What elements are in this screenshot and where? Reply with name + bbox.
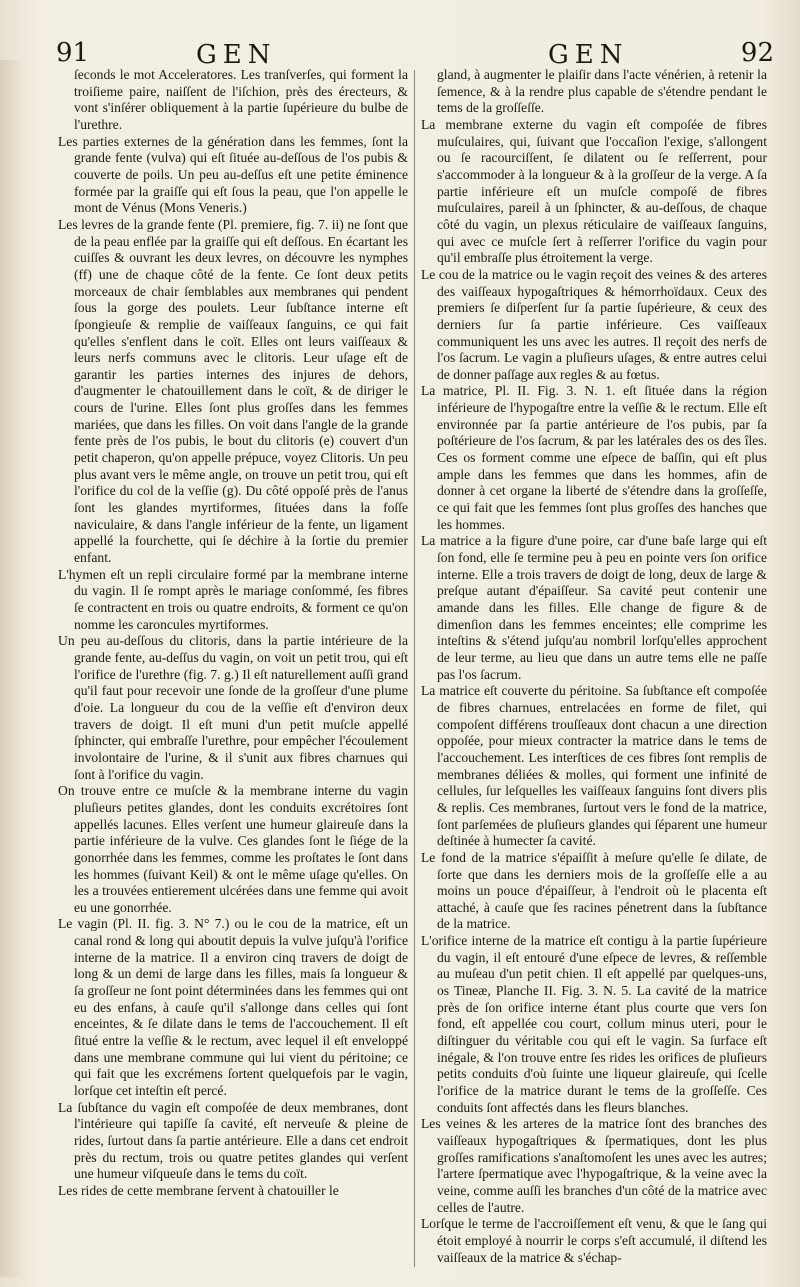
paragraph: Le vagin (Pl. II. fig. 3. N° 7.) ou le cou de la matrice, eſt un canal rond & long qui aboutit depuis la vulve juſqu'à l'orifice interne de la matrice. Il a environ cinq travers de doigt de long & un demi de large dans les filles, mais ſa longueur & ſa groſſeur ne ſont point déterminées dans les femmes qui ont eu des enfans, à cauſe qu'il s'allonge dans celles qui ſont enceintes, & ſe dilate dans le tems de l'accouchement. Il eſt ſitué entre la veſſie & le rectum, avec lequel il eſt enveloppé dans une membrane commune qui lui vient du péritoine; ce qui fait que les excrémens ſortent quelquefois par le vagin, lorſque cet inteſtin eſt percé. bbox=[58, 916, 408, 1099]
left-running-head: GEN bbox=[196, 40, 277, 70]
paragraph: Les levres de la grande fente (Pl. premiere, fig. 7. ii) ne ſont que de la peau enflée par la graiſſe qui eſt deſſous. En écartant les cuiſſes & ouvrant les deux levres, on découvre les nymphes (ff) une de chaque côté de la fente. Ce ſont deux petits morceaux de chair ſemblables aux membranes qui pendent ſous la gorge des poulets. Leur ſubſtance interne eſt ſpongieuſe & remplie de vaiſſeaux ſanguins, ce qui fait qu'elles s'enflent dans le coït. Elles ont leurs vaiſſeaux & leurs nerfs communs avec le clitoris. Leur uſage eſt de garantir les parties internes des injures de dehors, d'augmenter le chatouillement dans le coït, & de diriger le cours de l'urine. Elles ſont plus groſſes dans les femmes mariées, que dans les filles. On voit dans l'angle de la grande fente près de l'os pubis, le bout du clitoris (e) couvert d'un petit chaperon, qu'on appelle prépuce, voyez Clitoris. Un peu plus avant vers le même angle, on trouve un petit trou, qui eſt l'orifice du col de la veſſie (g). Du côté oppoſé près de l'anus ſont les glandes myrtiformes, ſituées dans la foſſe naviculaire, & dans l'angle inférieur de la fente, un ligament appellé la fourchette, qui ſe déchire à la ſortie du premier enfant. bbox=[58, 216, 408, 566]
paragraph: L'hymen eſt un repli circulaire formé par la membrane interne du vagin. Il ſe rompt après le mariage conſommé, ſes fibres ſe contractent en trois ou quatre endroits, & forment ce qu'on nomme les caroncules myrtiformes. bbox=[58, 566, 408, 632]
paragraph: La matrice, Pl. II. Fig. 3. N. 1. eſt ſituée dans la région inférieure de l'hypogaſtre entre la veſſie & le rectum. Elle eſt environnée par ſa partie antérieure de l'os pubis, par ſa poſtérieure de l'os ſacrum, & par les latérales des os des îles. Ces os forment comme une eſpece de baſſin, qui eſt plus ample dans les femmes que dans les hommes, afin de donner à cet organe la liberté de s'étendre dans la groſſeſſe, ce qui fait que les femmes ſont plus groſſes des hanches que les hommes. bbox=[421, 383, 767, 532]
paragraph: L'orifice interne de la matrice eſt contigu à la partie ſupérieure du vagin, il eſt entouré d'une eſpece de levres, & reſſemble au muſeau d'un petit chien. Il eſt appellé par quelques-uns, os Tineæ, Planche II. Fig. 3. N. 5. La cavité de la matrice près de ſon orifice interne étant plus courte que vers ſon fond, eſt appellée cou court, collum minus uteri, pour le diſtinguer du véritable cou qui eſt le vagin. Sa ſurface eſt inégale, & l'on trouve entre ſes rides les orifices de pluſieurs petits conduits d'où ſuinte une liqueur glaireuſe, qui ſcelle l'orifice de la matrice durant le tems de la groſſeſſe. Ces conduits ſont affectés dans les fleurs blanches. bbox=[421, 933, 767, 1115]
paragraph: ſeconds le mot Acceleratores. Les tranſverſes, qui forment la troiſieme paire, naiſſent de l'iſchion, près des érecteurs, & vont s'inſérer obliquement à la partie ſupérieure du bulbe de l'urethre. bbox=[74, 67, 408, 132]
paragraph: Le cou de la matrice ou le vagin reçoit des veines & des arteres des vaiſſeaux hypogaſtriques & hémorrhoïdaux. Ceux des premiers ſe diſperſent ſur ſa partie ſupérieure, & ceux des derniers ſur ſa partie inférieure. Ces vaiſſeaux communiquent les uns avec les autres. Il reçoit des nerfs de l'os ſacrum. Le vagin a pluſieurs uſages, & entre autres celui de donner paſſage aux regles & au fœtus. bbox=[421, 266, 767, 382]
column-divider bbox=[414, 70, 415, 1267]
paragraph: Les rides de cette membrane ſervent à chatouiller le bbox=[58, 1182, 339, 1198]
paragraph: La matrice a la figure d'une poire, car d'une baſe large qui eſt ſon fond, elle ſe termine peu à peu en pointe vers ſon orifice interne. Elle a trois travers de doigt de long, deux de large & preſque autant d'épaiſſeur. Sa cavité peut contenir une amande dans les filles. Elle change de figure & de dimenſion dans les femmes enceintes; elle comprime les inteſtins & s'étend juſqu'au nombril lorſqu'elles approchent de leur terme, au lieu que dans un autre tems elle ne paſſe pas l'os ſacrum. bbox=[421, 533, 767, 682]
left-text-column bbox=[58, 67, 408, 1269]
paragraph: Un peu au-deſſous du clitoris, dans la partie intérieure de la grande fente, au-deſſus du vagin, on voit un petit trou, qui eſt l'orifice de l'urethre (fig. 7. g.) Il eſt naturellement auſſi grand qu'il faut pour recevoir une ſonde de la groſſeur d'une plume d'oie. La longueur du cou de la veſſie eſt d'environ deux travers de doigt. Il eſt muni d'un petit muſcle appellé ſphincter, qui embraſſe l'urethre, pour empêcher l'écoulement involontaire de l'urine, & il s'unit aux fibres charnues qui ſont à l'orifice du vagin. bbox=[58, 633, 408, 782]
page-gutter-shadow bbox=[0, 60, 22, 1277]
paragraph: Lorſque le terme de l'accroiſſement eſt venu, & que le ſang qui étoit employé à nourrir le corps s'eſt accumulé, il diſtend les vaiſſeaux de la matrice & s'échap- bbox=[421, 1216, 767, 1265]
paragraph: Les parties externes de la génération dans les femmes, ſont la grande fente (vulva) qui eſt ſituée au-deſſous de l'os pubis & couverte de poils. Un peu au-deſſus eſt une petite éminence formée par la graiſſe qui eſt ſous la peau, que l'on appelle le mont de Vénus (Mons Veneris.) bbox=[58, 133, 408, 216]
paragraph: gland, à augmenter le plaiſir dans l'acte vénérien, à retenir la ſemence, & à la rendre plus capable de s'étendre pendant le tems de la groſſeſſe. bbox=[437, 67, 767, 116]
paragraph: Le fond de la matrice s'épaiſſit à meſure qu'elle ſe dilate, de ſorte que dans les derniers mois de la groſſeſſe elle a au moins un pouce d'épaiſſeur, à l'endroit où le placenta eſt attaché, à cauſe que ſes racines pénetrent dans la ſubſtance de la matrice. bbox=[421, 849, 767, 932]
paragraph: La matrice eſt couverte du péritoine. Sa ſubſtance eſt compoſée de fibres charnues, entrelacées en forme de filet, qui compoſent différens trouſſeaux dont chacun a une direction oppoſée, pour mieux contracter la matrice dans le tems de l'accouchement. Les interſtices de ces fibres ſont remplis de membranes déliées & molles, qui forment une infinité de cellules, ſur leſquelles les vaiſſeaux ſanguins ſont divers plis & replis. Ces membranes, ſurtout vers le fond de la matrice, ſont parſemées de pluſieurs glandes qui ſéparent une humeur deſtinée à humecter ſa cavité. bbox=[421, 683, 767, 849]
paragraph: On trouve entre ce muſcle & la membrane interne du vagin pluſieurs petites glandes, dont les conduits excrétoires ſont appellés lacunes. Elles verſent une humeur glaireuſe dans la partie inférieure de la vulve. Ces glandes ſont le ſiége de la gonorrhée dans les femmes, comme les proſtates le ſont dans les hommes (ſuivant Keil) & ont le même uſage qu'elles. On les a trouvées entierement ulcérées dans une femme qui avoit eu une gonorrhée. bbox=[58, 783, 408, 915]
paragraph: Les veines & les arteres de la matrice ſont des branches des vaiſſeaux hypogaſtriques & ſpermatiques, dont les plus groſſes ramifications s'anaſtomoſent les unes avec les autres; l'artere ſpermatique avec l'hypogaſtrique, & la veine avec la veine, comme auſſi les branches d'un côté de la matrice avec celles de l'autre. bbox=[421, 1116, 767, 1215]
right-running-head: GEN bbox=[548, 40, 629, 70]
right-text-column bbox=[421, 67, 767, 1269]
left-page-number: 91 bbox=[56, 38, 90, 68]
paragraph: La membrane externe du vagin eſt compoſée de fibres muſculaires, qui, ſuivant que l'occaſion l'exige, s'allongent ou ſe racourciſſent, ſe dilatent ou ſe reſſerrent, pour s'accommoder à la longueur & à la groſſeur de la verge. A ſa partie inférieure eſt un muſcle compoſé de fibres muſculaires, pareil à un ſphincter, & au-deſſous, de chaque côté du vagin, un plexus réticulaire de vaiſſeaux ſanguins, qui avec ce muſcle ſert à reſſerrer l'orifice du vagin pour qu'il embraſſe plus étroitement la verge. bbox=[421, 116, 767, 266]
paragraph: La ſubſtance du vagin eſt compoſée de deux membranes, dont l'intérieure qui tapiſſe ſa cavité, eſt nerveuſe & pleine de rides, ſurtout dans ſa partie antérieure. Elle a dans cet endroit près du rectum, trois ou quatre petites glandes qui verſent une humeur viſqueuſe dans le tems du coït. bbox=[58, 1099, 408, 1182]
right-page-number: 92 bbox=[740, 38, 774, 68]
page-header bbox=[48, 36, 778, 70]
